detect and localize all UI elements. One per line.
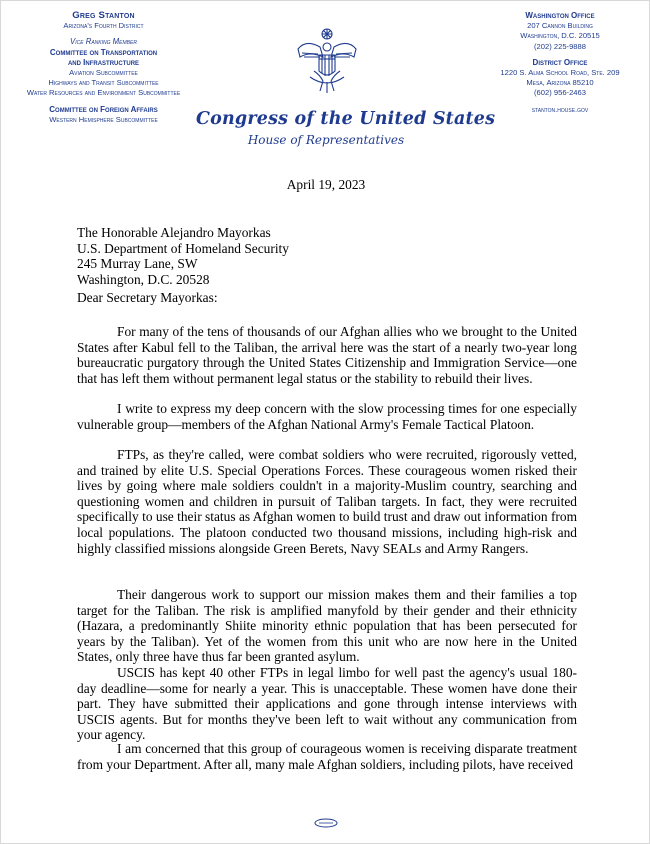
- recipient-line: Washington, D.C. 20528: [77, 271, 210, 287]
- eagle-seal-icon: [296, 27, 358, 97]
- recycled-paper-icon: [313, 817, 339, 829]
- washington-office-address: 207 Cannon Building: [527, 21, 593, 31]
- recipient-line: The Honorable Alejandro Mayorkas: [77, 225, 271, 240]
- subcommittee-water: Water Resources and Environment Subcommittee: [26, 88, 181, 98]
- subcommittee-western-hemisphere: Western Hemisphere Subcommittee: [49, 114, 158, 124]
- congress-title: Congress of the United States: [196, 109, 496, 129]
- district-office-phone: (602) 956-2463: [534, 88, 586, 98]
- body-paragraph: For many of the tens of thousands of our Afghan allies who we brought to the United States after Kabul fell to the Taliban, the arrival here was the start of a nearly two-year long bureaucratic purgatory through the United States Citizenship and Immigration Service—one that has left them without permanent legal status or the stability to rebuild their lives.: [77, 324, 577, 386]
- district-office-city: Mesa, Arizona 85210: [526, 78, 594, 88]
- subcommittee-highways: Highways and Transit Subcommittee: [48, 78, 159, 88]
- body-paragraph: I am concerned that this group of courageous women is receiving disparate treatment from your Department. After all, many male Afghan soldiers, including pilots, have received: [77, 741, 577, 772]
- recipient-line: U.S. Department of Homeland Security: [77, 240, 289, 256]
- body-paragraph: Their dangerous work to support our mission makes them and their families a top target for the Taliban. The risk is amplified manyfold by their gender and their ethnicity (Hazara, a predominantly Shiite minority ethnic population that has been persecuted for years by the Taliban). Yet of the women from this unit who are now here in the United States, only three have thus far been granted asylum.: [77, 587, 577, 665]
- district-office-title: District Office: [532, 57, 588, 67]
- house-subtitle: House of Representatives: [247, 133, 405, 147]
- subcommittee-aviation: Aviation Subcommittee: [69, 68, 138, 78]
- body-paragraph: I write to express my deep concern with the slow processing times for one especially vulnerable group—members of the Afghan National Army's Female Tactical Platoon.: [77, 401, 577, 432]
- recipient-block: [77, 225, 289, 287]
- body-paragraph: FTPs, as they're called, were combat soldiers who were recruited, rigorously vetted, and trained by elite U.S. Special Operations Forces. These courageous women risked their lives by going where male soldiers couldn't in a majority-Muslim country, searching and questioning women and children in pursuit of Taliban targets. In fact, they were recruited specifically to use their status as Afghan women to build trust and draw out information from local populations. The platoon conducted two thousand missions, including high-risk and highly classified missions alongside Green Berets, Navy SEALs and Army Rangers.: [77, 447, 577, 556]
- committee-transportation-line2: and Infrastructure: [67, 57, 140, 67]
- member-name: Greg Stanton: [72, 10, 135, 21]
- district-office-address: 1220 S. Alma School Road, Ste. 209: [500, 68, 620, 78]
- website-link[interactable]: stanton.house.gov: [531, 104, 589, 114]
- committee-transportation: Committee on Transportation: [49, 47, 158, 57]
- recipient-line: 245 Murray Lane, SW: [77, 256, 198, 272]
- washington-office-city: Washington, D.C. 20515: [520, 31, 600, 41]
- member-district: Arizona's Fourth District: [63, 21, 144, 31]
- salutation: Dear Secretary Mayorkas:: [77, 290, 218, 305]
- committee-foreign-affairs: Committee on Foreign Affairs: [49, 104, 158, 114]
- washington-office-title: Washington Office: [525, 11, 595, 20]
- letter-date: April 19, 2023: [286, 177, 366, 192]
- washington-office-phone: (202) 225-9888: [534, 41, 586, 51]
- letterhead-right: [471, 11, 649, 115]
- member-role: Vice Ranking Member: [70, 37, 137, 47]
- letterhead-left: [1, 11, 206, 125]
- body-paragraph: USCIS has kept 40 other FTPs in legal limbo for well past the agency's usual 180-day deadline—some for nearly a year. This is unacceptable. These women have done their part. They have submitted their applications and gone through intense interviews with USCIS agents. But for months they've been left to wait without any communication from your agency.: [77, 665, 577, 743]
